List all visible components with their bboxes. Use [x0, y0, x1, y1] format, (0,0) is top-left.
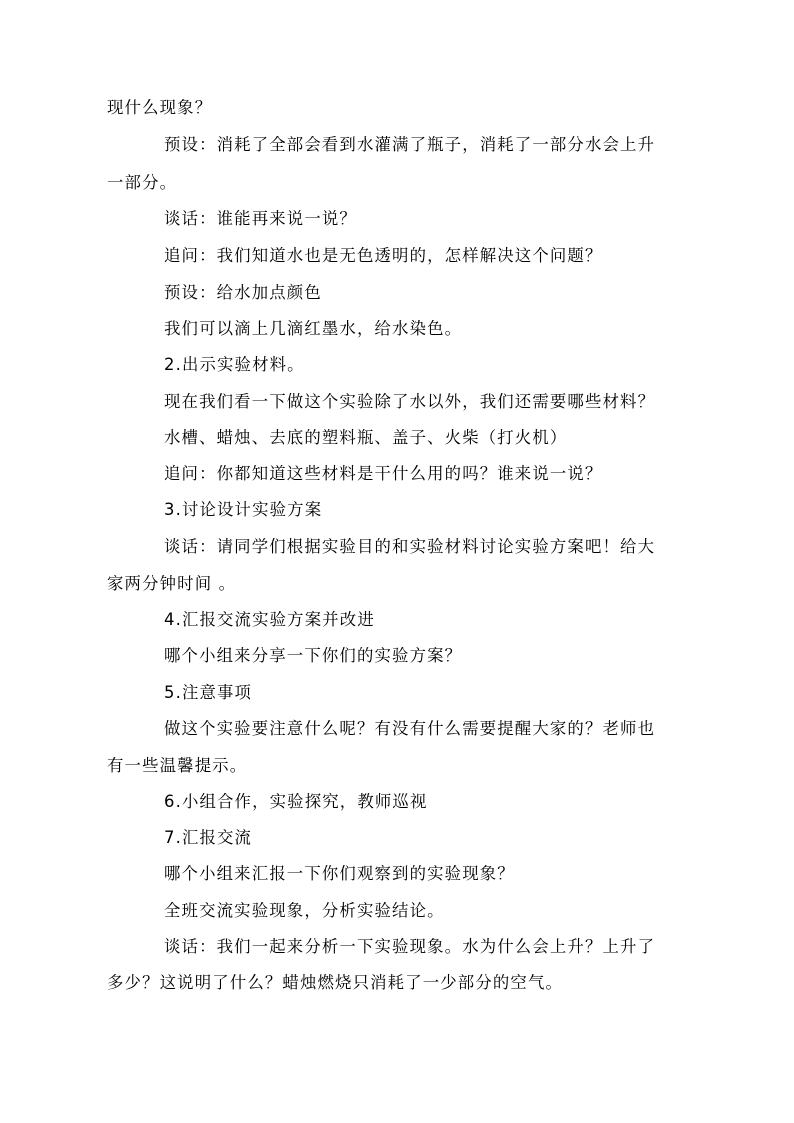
text-line: 5.注意事项	[164, 683, 253, 702]
text-line: 现在我们看一下做这个实验除了水以外，我们还需要哪些材料？	[164, 392, 656, 411]
text-line: 全班交流实验现象，分析实验结论。	[164, 901, 445, 920]
text-line: 预设：给水加点颜色	[164, 283, 322, 302]
text-line: 3.讨论设计实验方案	[164, 500, 323, 519]
text-line: 家两分钟时间 。	[107, 574, 237, 593]
text-line: 追问：我们知道水也是无色透明的，怎样解决这个问题？	[164, 246, 603, 265]
text-line: 4.汇报交流实验方案并改进	[164, 610, 375, 629]
text-line: 做这个实验要注意什么呢？有没有什么需要提醒大家的？老师也	[164, 719, 656, 738]
text-line: 6.小组合作，实验探究，教师巡视	[164, 792, 428, 811]
text-line: 预设：消耗了全部会看到水灌满了瓶子，消耗了一部分水会上升	[164, 135, 656, 154]
text-line: 我们可以滴上几滴红墨水，给水染色。	[164, 319, 463, 338]
text-line: 一部分。	[107, 173, 178, 192]
text-line: 哪个小组来分享一下你们的实验方案？	[164, 646, 463, 665]
text-line: 7.汇报交流	[164, 828, 253, 847]
text-line: 多少？这说明了什么？蜡烛燃烧只消耗了一少部分的空气。	[107, 973, 564, 992]
text-line: 有一些温馨提示。	[107, 756, 248, 775]
text-line: 谈话：谁能再来说一说？	[164, 209, 357, 228]
text-line: 现什么现象？	[107, 98, 213, 117]
text-line: 谈话：我们一起来分析一下实验现象。水为什么会上升？上升了	[164, 937, 656, 956]
text-line: 水槽、蜡烛、去底的塑料瓶、盖子、火柴（打火机）	[164, 428, 568, 447]
text-line: 2.出示实验材料。	[164, 355, 305, 374]
text-line: 追问：你都知道这些材料是干什么用的吗？谁来说一说？	[164, 464, 603, 483]
text-line: 哪个小组来汇报一下你们观察到的实验现象？	[164, 864, 515, 883]
text-line: 谈话：请同学们根据实验目的和实验材料讨论实验方案吧！给大	[164, 537, 656, 556]
